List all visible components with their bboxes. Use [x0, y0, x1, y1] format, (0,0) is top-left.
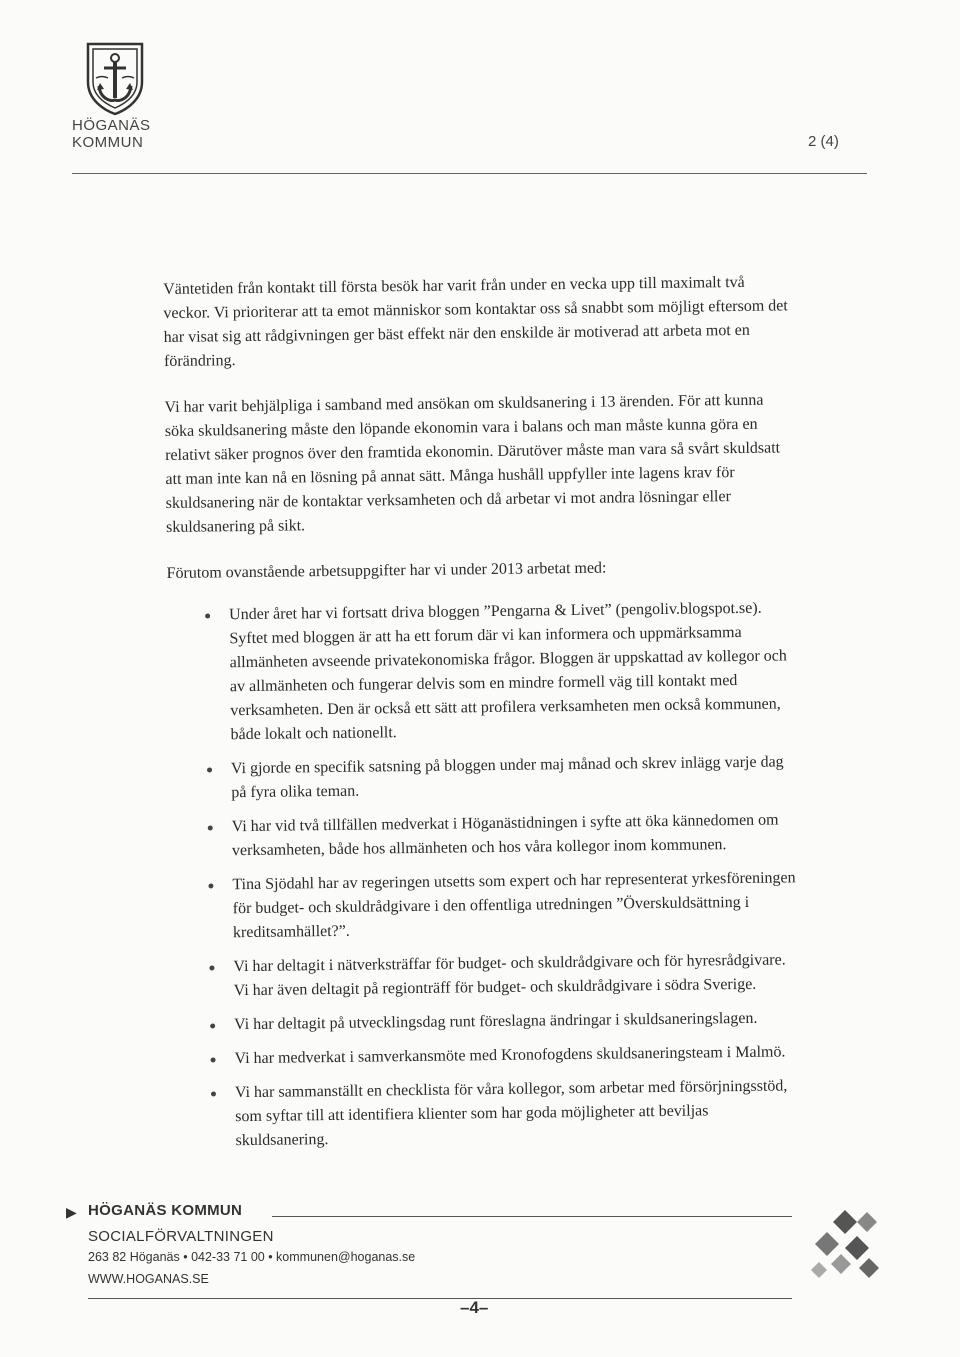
header-org-name [72, 117, 151, 151]
activities-list [167, 596, 804, 1154]
list-item: Under året har vi fortsatt driva bloggen ”Pengarna & Livet” (pengoliv.blogspot.se). Syftet med bloggen är att ha ett forum där vi kan informera och uppmärksamma allmänheten avseende privatekonomiska frågor. Bloggen är uppskattad av kollegor och av allmänheten och fungerar delvis som en mindre formell väg till kontakt med verksamheten. Den är också ett sätt att profilera verksamheten men också kommunen, både lokalt och nationellt. [229, 596, 799, 747]
paragraph-waiting-time: Väntetiden från kontakt till första besök har varit från under en vecka upp till maximalt två veckor. Vi prioriterar att ta emot människor som kontaktar oss så snabbt som möjligt eftersom det har visat sig att rådgivningen ger bäst effekt när den enskilde är motiverad att arbeta mot en förändring. [163, 273, 788, 370]
footer-org-name: HÖGANÄS KOMMUN [88, 1202, 243, 1219]
page-number: 2 (4) [808, 133, 839, 150]
list-item: Vi har deltagit i nätverksträffar för budget- och skuldrådgivare och för hyresrådgivare. Vi har även deltagit på regionträff för budget- och skuldrådgivare i södra Sverige. [233, 948, 802, 1003]
bullet-icon [207, 767, 212, 772]
list-item: Vi har deltagit på utvecklingsdag runt föreslagna ändringar i skuldsaneringslagen. [234, 1006, 802, 1037]
footer-website: WWW.HOGANAS.SE [88, 1272, 209, 1286]
coat-of-arms-anchor-icon [82, 38, 148, 116]
footer-divider-top [272, 1216, 792, 1217]
list-item: Vi har vid två tillfällen medverkat i Höganästidningen i syfte att öka kännedomen om verksamheten, både hos allmänheten och hos våra kollegor inom kommunen. [232, 808, 801, 863]
header-org-line1: HÖGANÄS [72, 117, 151, 134]
bullet-icon [208, 825, 213, 830]
footer-divider-bottom [88, 1298, 792, 1299]
document-body [163, 270, 804, 1164]
bullet-icon [209, 965, 214, 970]
header-divider [72, 173, 867, 174]
list-item: Vi har sammanställt en checklista för våra kollegor, som arbetar med försörjningsstöd, som syftar till att identifiera klienter som har goda möjligheter att beviljas skuldsanering. [235, 1074, 804, 1153]
list-item: Vi gjorde en specifik satsning på bloggen under maj månad och skrev inlägg varje dag på fyra olika teman. [231, 750, 800, 805]
list-item: Tina Sjödahl har av regeringen utsetts som expert och har representerat yrkesföreningen för budget- och skuldrådgivare i den offentliga utredningen ”Överskuldsättning i kreditsamhället?”. [232, 866, 801, 945]
bullet-icon [208, 883, 213, 888]
bullet-icon [211, 1091, 216, 1096]
paragraph-debt-restructuring: Vi har varit behjälpliga i samband med ansökan om skuldsanering i 13 ärenden. För att kunna söka skuldsanering måste den löpande ekonomin vara i balans och man måste kunna göra en relativt säker prognos över den framtida ekonomin. Därutöver måste man vara så svårt skuldsatt att man inte kan nå en lösning på annat sätt. Många hushåll uppfyller inte lagens krav för skuldsanering när de kontaktar verksamheten och då arbetar vi mot andra lösningar eller skuldsanering på sikt. [164, 391, 781, 536]
bullet-icon [205, 613, 210, 618]
arrow-right-icon: ▶ [66, 1204, 77, 1220]
paragraph-intro: Förutom ovanstående arbetsuppgifter har vi under 2013 arbetat med: [166, 559, 607, 582]
bullet-icon [211, 1057, 216, 1062]
bullet-icon [210, 1023, 215, 1028]
diamond-pattern-logo-icon [805, 1206, 885, 1286]
footer-page-label: –4– [460, 1298, 489, 1317]
header-org-line2: KOMMUN [72, 134, 144, 151]
list-item: Vi har medverkat i samverkansmöte med Kronofogdens skuldsaneringsteam i Malmö. [234, 1040, 802, 1071]
footer-address: 263 82 Höganäs • 042-33 71 00 • kommunen@hoganas.se [88, 1250, 416, 1264]
footer-department: SOCIALFÖRVALTNINGEN [88, 1228, 274, 1245]
